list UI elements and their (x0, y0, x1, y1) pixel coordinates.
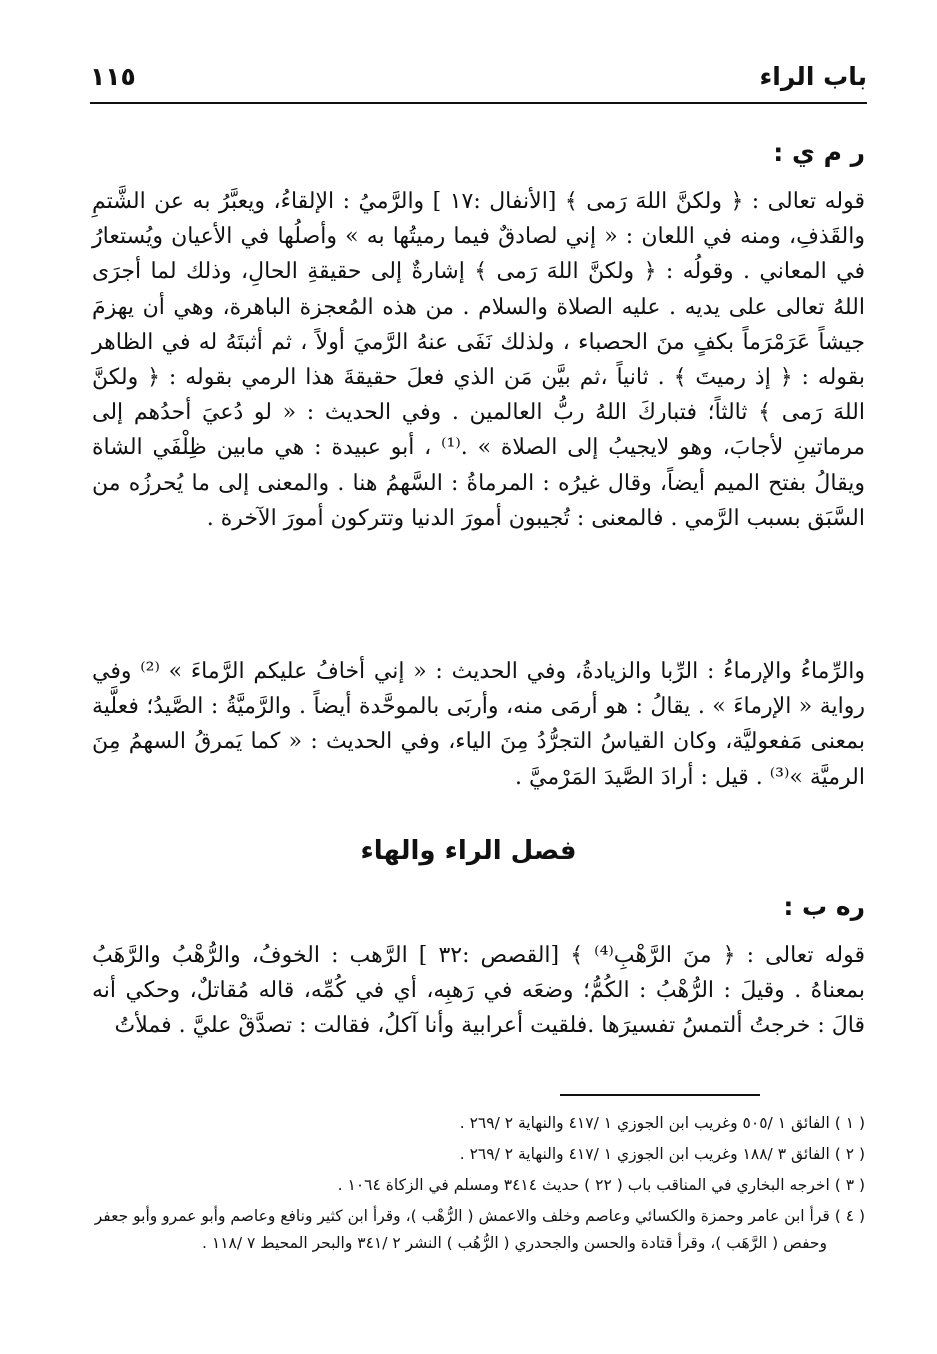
running-title: باب الراء (759, 62, 867, 91)
entry-paragraph: قوله تعالى : ﴿ ولكنَّ اللهَ رَمى ﴾ [الأنفال :١٧ ] والرَّميُ : الإلقاءُ، ويعبَّرُ به عن الشَّتمِ والقَذفِ، ومنه في اللعان : « إني لصادقٌ فيما رميتُها به » وأصلُها في الأعيان ويُستعارُ في المعاني . وقولُه : ﴿ ولكنَّ اللهَ رَمى ﴾ إشارةٌ إلى حقيقةِ الحالِ، وذلك لما أجرَى اللهُ تعالى على يديه . عليه الصلاة والسلام . من هذه المُعجزة الباهرة، وهي أن يهزمَ جيشاً عَرَمْرَماً بكفٍ منَ الحصباء ، ولذلك نَفَى عنهُ الرَّميَ أولاً ، ثم أثبتَهُ له في الظاهر بقوله : ﴿ إذ رميتَ ﴾ . ثانياً ،ثم بيَّن مَن الذي فعلَ حقيقةَ هذا الرمي بقوله : ﴿ ولكنَّ اللهَ رَمى ﴾ ثالثاً؛ فتباركَ اللهُ ربُّ العالمين . وفي الحديث : « لو دُعيَ أحدُهم إلى مرماتينِ لأجابَ، وهو لايجيبُ إلى الصلاة » .⁽¹⁾ ، أبو عبيدة : هي مابين ظِلْفَي الشاة ويقالُ بفتح الميم أيضاً، وقال غيرُه : المرماةُ : السَّهمُ هنا . والمعنى إلى ما يُحرزُه من السَّبَق بسبب الرَّمي . فالمعنى : تُجيبون أمورَ الدنيا وتتركون أمورَ الآخرة . (92, 189, 865, 531)
entry-paragraph: قوله تعالى : ﴿ منَ الرَّهْبِ⁽⁴⁾ ﴾ [القصص :٣٢ ] الرَّهب : الخوفُ، والرُّهْبُ والرَّهَبُ بمعناهُ . وقيلَ : الرُّهْبُ : الكُمُّ؛ وضعَه في رَهبِه، أي في كُمِّه، قاله مُقاتلٌ، وحكي أنه قالَ : خرجتُ ألتمسُ تفسيرَها .فلقيت أعرابية وأنا آكلُ، فقالت : تصدَّقْ عليَّ . فملأتُ (92, 943, 865, 1039)
header-rule (90, 102, 867, 104)
entry-paragraph: والرِّماءُ والإرماءُ : الرِّبا والزيادةُ، وفي الحديث : « إني أخافُ عليكم الرَّماءَ » ⁽²⁾ وفي رواية « الإرماءَ » . يقالُ : هو أرمَى منه، وأربَى بالموحَّدة أيضاً . والرَّميَّةُ : الصَّيدُ؛ فعلَّية بمعنى مَفعوليَّة، وكان القياسُ التجرُّدُ مِنَ الياء، وفي الحديث : « كما يَمرقُ السهمُ مِنَ الرميَّة »⁽³⁾ . قيل : أرادَ الصَّيدَ المَرْميَّ . (92, 659, 866, 790)
page-number: ١١٥ (90, 62, 136, 91)
entry-heading-rmy: ر م ي : (773, 138, 865, 167)
section-title: فصل الراء والهاء (360, 836, 577, 866)
entry-heading-rhb: ره ب : (783, 892, 865, 921)
footnote: ( ٣ ) اخرجه البخاري في المناقب باب ( ٢٢ ) حديث ٣٤١٤ ومسلم في الزكاة ١٠٦٤ . (337, 1176, 865, 1194)
footnote: ( ٢ ) الفائق ٣ /١٨٨ وغريب ابن الجوزي ١ /٤١٧ والنهاية ٢ /٢٦٩ . (459, 1145, 865, 1163)
footnote-rule (560, 1094, 760, 1096)
footnote: ( ٤ ) قرأ ابن عامر وحمزة والكسائي وعاصم وخلف والاعمش ( الرُّهْب )، وقرأ ابن كثير ونافع وعاصم وأبو عمرو وأبو جعفر وحفص ( الرَّهَب )، وقرأ قتادة والحسن والجحدري ( الرُّهُب ) النشر ٢ /٣٤١ والبحر المحيط ٧ /١١٨ . (94, 1207, 865, 1252)
page-header (90, 58, 867, 98)
footnote: ( ١ ) الفائق ١ /٥٠٥ وغريب ابن الجوزي ١ /٤١٧ والنهاية ٢ /٢٦٩ . (459, 1114, 865, 1132)
footnotes (92, 1110, 865, 1261)
